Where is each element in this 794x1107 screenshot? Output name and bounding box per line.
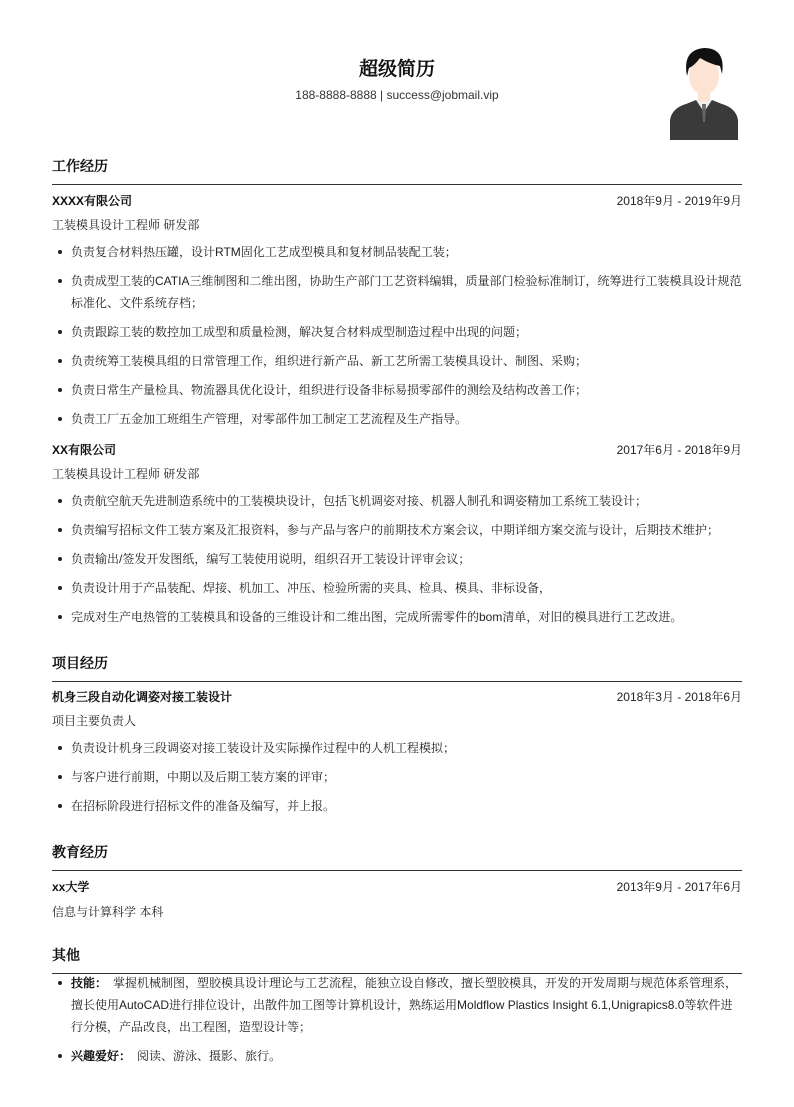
date-range: 2018年3月 - 2018年6月: [616, 690, 742, 704]
section-heading-other: 其他: [52, 945, 742, 974]
list-item: 在招标阶段进行招标文件的准备及编写，并上报。: [52, 795, 742, 817]
date-range: 2018年9月 - 2019年9月: [616, 194, 742, 208]
company-name: XX有限公司: [52, 443, 117, 457]
list-item-hobbies: [52, 1045, 742, 1067]
company-name: XXXX有限公司: [52, 194, 133, 208]
skills-label: 技能：: [71, 976, 108, 990]
list-item: 完成对生产电热管的工装模具和设备的三维设计和二维出图，完成所需零件的bom清单，对旧的模具进行工艺改进。: [52, 606, 742, 628]
work-entry-2-header: [52, 441, 742, 458]
list-item: 负责工厂五金加工班组生产管理，对零部件加工制定工艺流程及生产指导。: [52, 408, 742, 430]
degree: 信息与计算科学 本科: [52, 905, 164, 919]
project-name: 机身三段自动化调姿对接工装设计: [52, 690, 233, 704]
list-item-skills: [52, 972, 742, 1038]
work-2-bullets: [52, 490, 742, 635]
skills-text: 掌握机械制图，塑胶模具设计理论与工艺流程，能独立设自修改，擅长塑胶模具，开发的开发周期与规范体系管理系，擅长使用AutoCAD进行排位设计，出散件加工图等计算机设计，熟练运用Moldflow Plastics Insight 6.1,Unigrapics8.0等软件进行分模，产品改良，出工程图，造型设计等；: [71, 976, 738, 1034]
list-item: 负责设计机身三段调姿对接工装设计及实际操作过程中的人机工程模拟；: [52, 737, 742, 759]
education-header: [52, 878, 742, 895]
avatar: [670, 46, 738, 140]
project-header: [52, 688, 742, 705]
other-bullets: [52, 972, 742, 1074]
hobbies-text: 阅读、游泳、摄影、旅行。: [137, 1049, 282, 1063]
date-range: 2013年9月 - 2017年6月: [616, 880, 742, 894]
list-item: 负责统筹工装模具组的日常管理工作，组织进行新产品、新工艺所需工装模具设计、制图、采购；: [52, 350, 742, 372]
list-item: 负责跟踪工装的数控加工成型和质量检测，解决复合材料成型制造过程中出现的问题；: [52, 321, 742, 343]
list-item: 负责航空航天先进制造系统中的工装模块设计，包括飞机调姿对接、机器人制孔和调姿精加工系统工装设计；: [52, 490, 742, 512]
contact-info: 188-8888-8888 | success@jobmail.vip: [295, 88, 499, 102]
resume-title: 超级简历: [358, 59, 435, 80]
list-item: 负责输出/签发开发图纸，编写工装使用说明，组织召开工装设计评审会议；: [52, 548, 742, 570]
project-role: 项目主要负责人: [52, 714, 137, 728]
list-item: 负责编写招标文件工装方案及汇报资料，参与产品与客户的前期技术方案会议，中期详细方案交流与设计，后期技术维护；: [52, 519, 742, 541]
work-entry-1-header: [52, 192, 742, 209]
school-name: xx大学: [52, 880, 90, 894]
list-item: 负责成型工装的CATIA三维制图和二维出图，协助生产部门工艺资料编辑，质量部门检验标准制订，统筹进行工装模具设计规范标准化、文件系统存档；: [52, 270, 742, 314]
section-heading-work: 工作经历: [52, 156, 742, 185]
section-heading-education: 教育经历: [52, 842, 742, 871]
work-1-bullets: [52, 241, 742, 437]
job-role: 工装模具设计工程师 研发部: [52, 218, 200, 232]
job-role: 工装模具设计工程师 研发部: [52, 467, 200, 481]
list-item: 负责复合材料热压罐，设计RTM固化工艺成型模具和复材制品装配工装；: [52, 241, 742, 263]
section-heading-project: 项目经历: [52, 653, 742, 682]
list-item: 负责设计用于产品装配、焊接、机加工、冲压、检验所需的夹具、检具、模具、非标设备，: [52, 577, 742, 599]
date-range: 2017年6月 - 2018年9月: [616, 443, 742, 457]
project-bullets: [52, 737, 742, 824]
list-item: 与客户进行前期，中期以及后期工装方案的评审；: [52, 766, 742, 788]
list-item: 负责日常生产量检具、物流器具优化设计，组织进行设备非标易损零部件的测绘及结构改善工作；: [52, 379, 742, 401]
hobbies-label: 兴趣爱好：: [71, 1049, 132, 1063]
